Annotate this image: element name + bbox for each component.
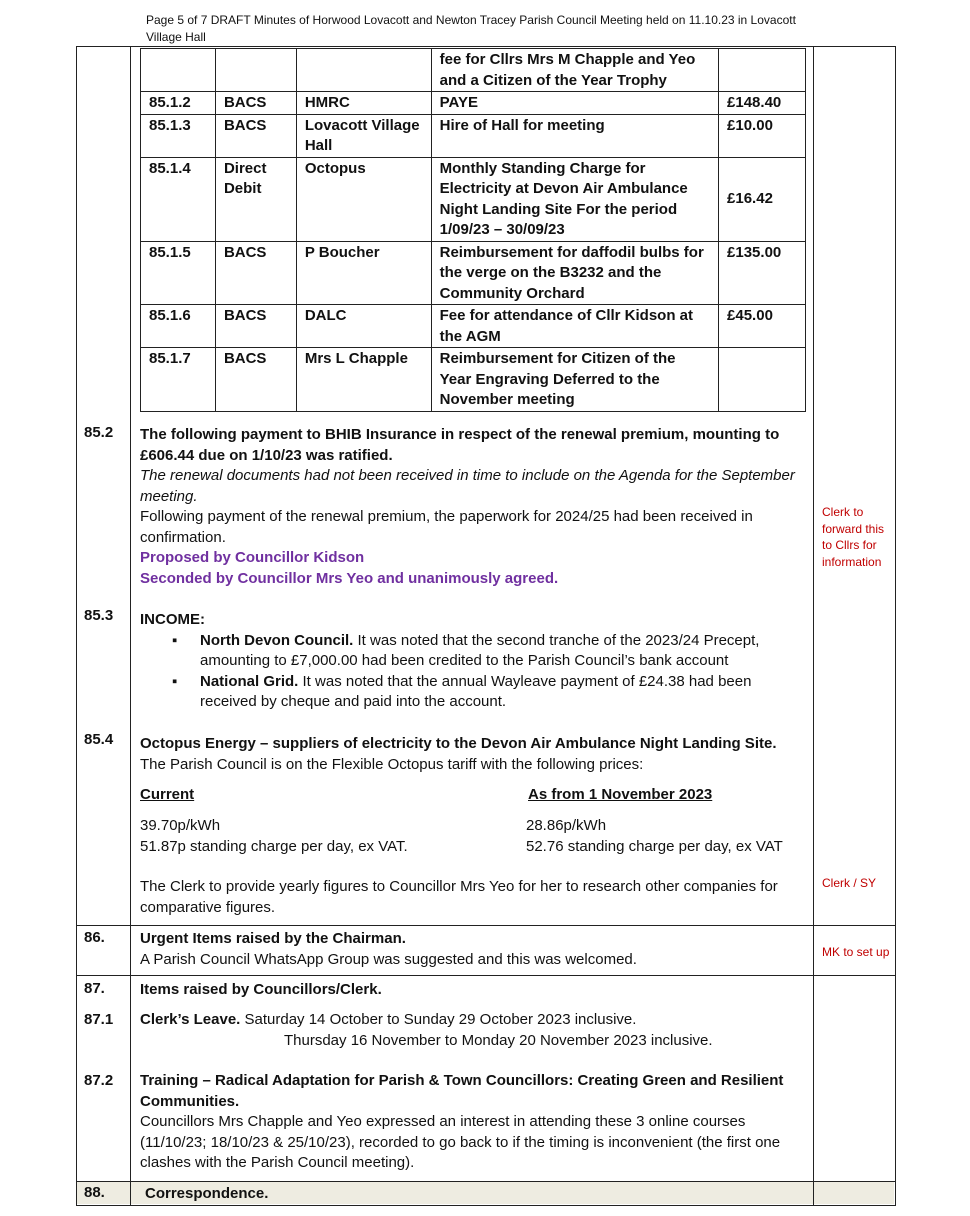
clerk-leave-line1: Saturday 14 October to Sunday 29 October 2023 inclusive.	[240, 1011, 637, 1028]
item-number: 87.2	[84, 1072, 114, 1089]
payment-description: Fee for attendance of Cllr Kidson at the AGM	[431, 305, 718, 348]
item-85-4-title: Octopus Energy – suppliers of electricity to the Devon Air Ambulance Night Landing Site.	[140, 735, 777, 752]
item-number: 87.1	[84, 1011, 114, 1028]
payment-payee: P Boucher	[296, 241, 431, 305]
payment-payee: DALC	[296, 305, 431, 348]
income-text: It was noted that the second tranche of the 2023/24 Precept, amounting to £7,000.00 had been credited to the Parish Council’s bank account	[200, 631, 760, 669]
payment-ref: 85.1.3	[141, 114, 216, 157]
column-divider-number	[130, 46, 131, 1206]
item-85-4-closing: The Clerk to provide yearly figures to Councillor Mrs Yeo for her to research other companies for comparative figures.	[140, 878, 778, 916]
tariff-unit-rate: 28.86p/kWh	[526, 817, 607, 834]
payment-ref: 85.1.6	[141, 305, 216, 348]
payment-method: BACS	[215, 305, 296, 348]
payment-payee: Octopus	[296, 157, 431, 241]
row-divider	[76, 925, 896, 926]
item-number: 86.	[84, 929, 105, 946]
item-85-2-title: The following payment to BHIB Insurance in respect of the renewal premium, mounting to £606.44 due on 1/10/23 was ratified.	[140, 426, 780, 464]
item-86-text: A Parish Council WhatsApp Group was suggested and this was welcomed.	[140, 950, 637, 968]
payment-payee: Lovacott Village Hall	[296, 114, 431, 157]
item-85-2-text: Following payment of the renewal premium, the paperwork for 2024/25 had been received in confirmation.	[140, 508, 753, 546]
table-row	[141, 92, 806, 115]
page-header: Page 5 of 7 DRAFT Minutes of Horwood Lovacott and Newton Tracey Parish Council Meeting held on 11.10.23 in Lovacott Village Hall	[146, 13, 796, 44]
payment-payee	[296, 49, 431, 92]
payment-amount	[719, 348, 806, 412]
action-note: Clerk / SY	[822, 876, 877, 890]
item-87-2-body	[140, 1071, 808, 1174]
payment-description: Monthly Standing Charge for Electricity at Devon Air Ambulance Night Landing Site For the period 1/09/23 – 30/09/23	[431, 157, 718, 241]
item-86-body	[140, 929, 810, 970]
tariff-standing-charge: 51.87p standing charge per day, ex VAT.	[140, 837, 408, 855]
item-85-4-intro: The Parish Council is on the Flexible Octopus tariff with the following prices:	[140, 755, 644, 773]
income-source: North Devon Council.	[200, 631, 354, 649]
income-title: INCOME:	[140, 611, 205, 628]
table-row	[141, 114, 806, 157]
table-row	[141, 49, 806, 92]
payment-ref: 85.1.2	[141, 92, 216, 115]
row-divider	[76, 1181, 896, 1182]
action-note: MK to set up	[822, 945, 890, 959]
row-divider	[76, 975, 896, 976]
payment-payee: HMRC	[296, 92, 431, 115]
payment-description: Reimbursement for daffodil bulbs for the verge on the B3232 and the Community Orchard	[431, 241, 718, 305]
item-85-2-italic-note: The renewal documents had not been received in time to include on the Agenda for the September meeting.	[140, 467, 795, 505]
payment-description: Hire of Hall for meeting	[431, 114, 718, 157]
income-list	[140, 631, 810, 713]
income-source: National Grid.	[200, 672, 299, 690]
item-87-2-text: Councillors Mrs Chapple and Yeo expressed an interest in attending these 3 online courses (11/10/23; 18/10/23 & 25/10/23), recorded to go back to if the timing is inconvenient (the first one clashes with the Parish Council meeting).	[140, 1113, 781, 1171]
clerk-leave-line2: Thursday 16 November to Monday 20 November 2023 inclusive.	[284, 1031, 713, 1049]
clerk-leave-label: Clerk’s Leave.	[140, 1011, 241, 1028]
item-number: 85.2	[84, 424, 114, 441]
list-item	[200, 631, 810, 672]
tariff-unit-rate: 39.70p/kWh	[140, 817, 221, 834]
seconded-line: Seconded by Councillor Mrs Yeo and unanimously agreed.	[140, 569, 559, 587]
payment-method: BACS	[215, 348, 296, 412]
payment-ref	[141, 49, 216, 92]
payment-amount: £148.40	[719, 92, 806, 115]
item-number: 88.	[84, 1184, 105, 1201]
action-note: Clerk to forward this to Cllrs for information	[822, 505, 885, 569]
table-row	[141, 348, 806, 412]
payments-table	[140, 48, 806, 412]
payment-description: fee for Cllrs Mrs M Chapple and Yeo and a Citizen of the Year Trophy	[431, 49, 718, 92]
item-88-title: Correspondence.	[145, 1185, 269, 1202]
payment-amount: £135.00	[719, 241, 806, 305]
column-divider-action	[813, 46, 814, 1206]
tariff-standing-charge: 52.76 standing charge per day, ex VAT	[526, 837, 783, 855]
table-row	[141, 157, 806, 241]
payment-method: BACS	[215, 92, 296, 115]
payment-amount: £16.42	[719, 157, 806, 241]
payment-method	[215, 49, 296, 92]
tariff-current-heading: Current	[140, 786, 195, 803]
payment-ref: 85.1.7	[141, 348, 216, 412]
item-number: 85.3	[84, 607, 114, 624]
item-86-title: Urgent Items raised by the Chairman.	[140, 930, 406, 947]
item-85-3-body	[140, 610, 810, 713]
income-text: It was noted that the annual Wayleave payment of £24.38 had been received by cheque and paid into the account.	[200, 672, 752, 710]
table-row	[141, 305, 806, 348]
payment-method: BACS	[215, 241, 296, 305]
payment-amount	[719, 49, 806, 92]
payment-description: PAYE	[431, 92, 718, 115]
item-85-4-body	[140, 734, 810, 775]
item-87-1-body	[140, 1010, 810, 1051]
payment-amount: £45.00	[719, 305, 806, 348]
payment-ref: 85.1.4	[141, 157, 216, 241]
item-85-2-body	[140, 425, 800, 589]
table-row	[141, 241, 806, 305]
payment-ref: 85.1.5	[141, 241, 216, 305]
payment-description: Reimbursement for Citizen of the Year Engraving Deferred to the November meeting	[431, 348, 718, 412]
tariff-new-values	[526, 816, 783, 857]
item-number: 85.4	[84, 731, 114, 748]
payment-payee: Mrs L Chapple	[296, 348, 431, 412]
payment-method: Direct Debit	[215, 157, 296, 241]
item-number: 87.	[84, 980, 105, 997]
payment-method: BACS	[215, 114, 296, 157]
tariff-new-heading: As from 1 November 2023	[528, 786, 713, 803]
proposed-line: Proposed by Councillor Kidson	[140, 549, 365, 566]
item-87-title: Items raised by Councillors/Clerk.	[140, 981, 382, 998]
item-87-2-title: Training – Radical Adaptation for Parish & Town Councillors: Creating Green and Resilient Communities.	[140, 1072, 784, 1110]
list-item	[200, 672, 810, 713]
tariff-current-values	[140, 816, 408, 857]
payment-amount: £10.00	[719, 114, 806, 157]
